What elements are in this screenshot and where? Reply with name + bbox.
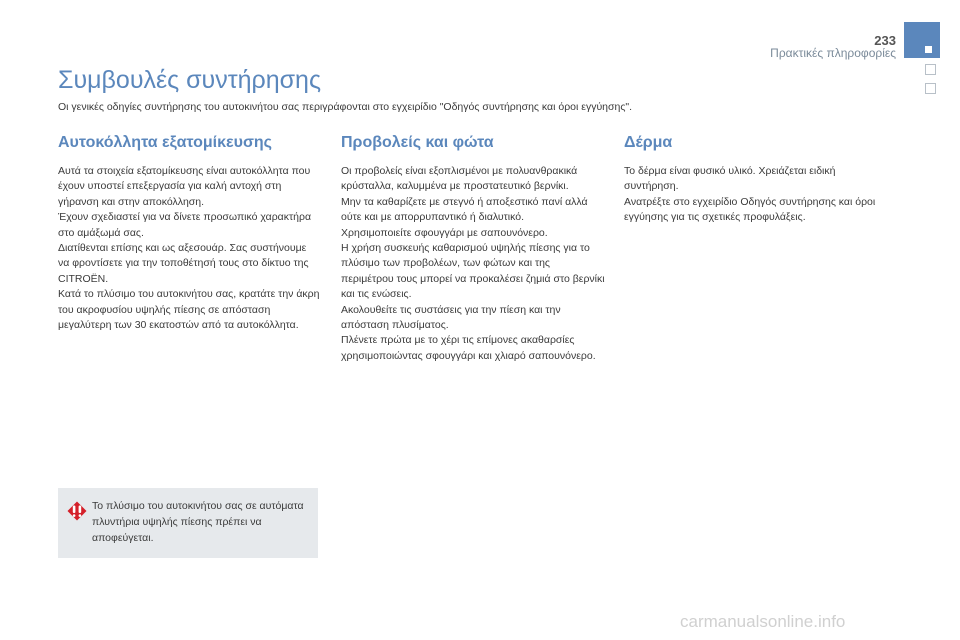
- page-title: Συμβουλές συντήρησης: [58, 66, 322, 94]
- watermark: carmanualsonline.info: [680, 612, 846, 631]
- column-headlights: [341, 134, 605, 364]
- paragraph: Αυτά τα στοιχεία εξατομίκευσης είναι αυτοκόλλητα που έχουν υποστεί επεξεργασία για καλή αντοχή στη γήρανση και στην αποκόλληση.: [58, 165, 311, 208]
- paragraph: Το δέρμα είναι φυσικό υλικό. Χρειάζεται ειδική συντήρηση.: [624, 165, 836, 193]
- page-number: 233: [874, 33, 896, 48]
- column-body: [58, 164, 320, 333]
- paragraph: Ανατρέξτε στο εγχειρίδιο Οδηγός συντήρησης και όροι εγγύησης για τις σχετικές προφυλάξεις.: [624, 195, 876, 224]
- column-heading: Αυτοκόλλητα εξατομίκευσης: [58, 134, 272, 151]
- chapter-tab: [904, 22, 940, 58]
- paragraph: Κατά το πλύσιμο του αυτοκινήτου σας, κρατάτε την άκρη του ακροφυσίου υψηλής πίεσης σε απόσταση μεγαλύτερη των 30 εκατοστών από τα αυτοκόλλητα.: [58, 288, 320, 332]
- section-name: Πρακτικές πληροφορίες: [770, 46, 896, 60]
- paragraph: Οι προβολείς είναι εξοπλισμένοι με πολυανθρακικά κρύσταλλα, καλυμμένα με προστατευτικό βερνίκι.: [341, 165, 578, 193]
- chapter-tab-marker: [925, 46, 932, 53]
- paragraph: Πλένετε πρώτα με το χέρι τις επίμονες ακαθαρσίες χρησιμοποιώντας σφουγγάρι και χλιαρό σαπουνόνερο.: [341, 334, 596, 362]
- paragraph: Η χρήση συσκευής καθαρισμού υψηλής πίεσης για το πλύσιμο των προβολέων, των φώτων και της περιμέτρου τους μπορεί να προκαλέσει ζημιά στο βερνίκι και τις ενώσεις.: [341, 242, 605, 301]
- chapter-marker-box: [925, 64, 936, 75]
- warning-exclamation-icon: [66, 500, 88, 522]
- paragraph: Διατίθενται επίσης και ως αξεσουάρ. Σας συστήνουμε να φροντίσετε για την τοποθέτησή τους στο δίκτυο της CITROËN.: [58, 242, 309, 285]
- column-stickers: [58, 134, 320, 333]
- chapter-marker-box: [925, 83, 936, 94]
- paragraph: Χρησιμοποιείτε σφουγγάρι με σαπουνόνερο.: [341, 226, 548, 239]
- column-heading: Προβολείς και φώτα: [341, 134, 494, 151]
- intro-text: Οι γενικές οδηγίες συντήρησης του αυτοκινήτου σας περιγράφονται στο εγχειρίδιο "Οδηγός συντήρησης και όροι εγγύησης".: [58, 101, 633, 113]
- column-body: [341, 164, 605, 364]
- column-body: [624, 164, 886, 226]
- paragraph: Έχουν σχεδιαστεί για να δίνετε προσωπικό χαρακτήρα στο αμάξωμά σας.: [58, 211, 312, 239]
- warning-note: [58, 488, 318, 558]
- warning-note-text: Το πλύσιμο του αυτοκινήτου σας σε αυτόματα πλυντήρια υψηλής πίεσης πρέπει να αποφεύγεται.: [92, 500, 304, 544]
- column-leather: [624, 134, 886, 226]
- paragraph: Μην τα καθαρίζετε με στεγνό ή αποξεστικό πανί αλλά ούτε και με απορρυπαντικό ή διαλυτικό.: [341, 195, 588, 224]
- column-heading: Δέρμα: [624, 134, 673, 151]
- paragraph: Ακολουθείτε τις συστάσεις για την πίεση και την απόσταση πλυσίματος.: [341, 303, 561, 332]
